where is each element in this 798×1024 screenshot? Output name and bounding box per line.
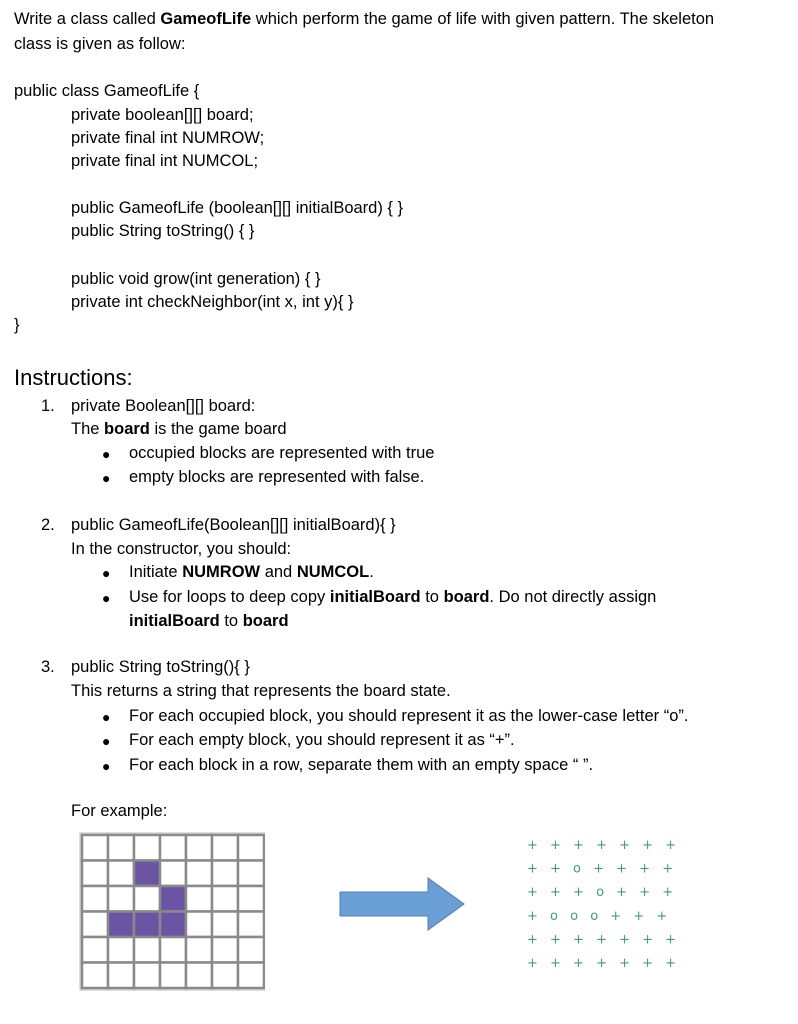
initialboard-bold: initialBoard [329,588,421,606]
occupied-cell [134,861,160,887]
code-field-board: private boolean[][] board; [71,106,254,124]
class-name-bold: GameofLife [160,10,252,28]
intro-line-2: class is given as follow: [14,35,186,53]
code-check-neighbor: private int checkNeighbor(int x, int y){ } [71,293,354,311]
bullet-icon: ● [102,446,111,462]
item-2-desc: In the constructor, you should: [71,540,292,558]
item-1-desc-text: is the game board [149,420,287,438]
empty-cell [212,861,238,887]
occupied-cell [108,912,134,938]
empty-cell [186,937,212,963]
output-row: + + + + + + + [527,838,681,853]
empty-cell [212,912,238,938]
initialboard-bold: initialBoard [129,612,220,630]
empty-cell [82,835,108,861]
occupied-cell [160,886,186,912]
bullet-icon: ● [102,590,111,606]
code-class-open: public class GameofLife { [14,82,200,100]
empty-cell [160,937,186,963]
item-1-bullet-1: occupied blocks are represented with true [129,444,435,462]
item-1-desc [71,420,287,439]
item-1-number: 1. [41,397,55,415]
right-arrow-shape [340,878,464,930]
item-2-bullet-1 [129,563,374,582]
item-2-b1-text: and [260,563,297,581]
item-3-bullet-3: For each block in a row, separate them with an empty space “ ”. [129,756,594,774]
bullet-icon: ● [102,733,111,749]
empty-cell [186,835,212,861]
code-constructor: public GameofLife (boolean[][] initialBoard) { } [71,199,404,217]
empty-cell [212,937,238,963]
code-tostring: public String toString() { } [71,222,255,240]
intro-line-1 [14,10,714,29]
empty-cell [82,963,108,989]
code-field-numcol: private final int NUMCOL; [71,152,259,170]
occupied-cell [160,912,186,938]
empty-cell [238,861,264,887]
empty-cell [160,835,186,861]
item-2-bullet-2-continued [129,612,289,631]
empty-cell [108,963,134,989]
item-1-desc-text: The [71,420,105,438]
empty-cell [108,861,134,887]
item-3-bullet-2: For each empty block, you should represent it as “+”. [129,731,515,749]
empty-cell [212,963,238,989]
bullet-icon: ● [102,565,111,581]
item-2-number: 2. [41,516,55,534]
empty-cell [134,963,160,989]
item-1-title: private Boolean[][] board: [71,397,256,415]
item-2-b1-text: Initiate [129,563,183,581]
empty-cell [238,937,264,963]
output-row: + + o + + + + [527,861,678,877]
bullet-icon: ● [102,470,111,486]
intro-text: which perform the game of life with given pattern. The skeleton [251,10,715,28]
item-2-bullet-2 [129,588,656,607]
occupied-cell [134,912,160,938]
instructions-heading: Instructions: [14,365,133,390]
item-3-title: public String toString(){ } [71,658,250,676]
empty-cell [134,937,160,963]
bullet-icon: ● [102,709,111,725]
output-row: + + + + + + + [527,932,681,948]
board-bold: board [242,612,289,630]
empty-cell [134,886,160,912]
item-1-desc-bold: board [104,420,150,438]
numcol-bold: NUMCOL [296,563,370,581]
empty-cell [160,963,186,989]
board-bold: board [443,588,490,606]
item-3-desc: This returns a string that represents the board state. [71,682,451,700]
empty-cell [108,835,134,861]
empty-cell [212,835,238,861]
empty-cell [238,886,264,912]
empty-cell [186,912,212,938]
code-grow: public void grow(int generation) { } [71,270,321,288]
item-1-bullet-2: empty blocks are represented with false. [129,468,425,486]
example-label: For example: [71,802,168,820]
empty-cell [108,886,134,912]
output-row: + + + + + + + [527,956,681,971]
item-2-b2-text: to [420,588,444,606]
empty-cell [238,835,264,861]
empty-cell [82,912,108,938]
empty-cell [238,963,264,989]
intro-text: Write a class called [14,10,161,28]
empty-cell [134,835,160,861]
empty-cell [82,937,108,963]
empty-cell [160,861,186,887]
code-class-close: } [14,316,20,334]
item-3-number: 3. [41,658,55,676]
item-2-b2-text: to [219,612,243,630]
item-2-title: public GameofLife(Boolean[][] initialBoard){ } [71,516,396,534]
empty-cell [82,861,108,887]
item-2-b2-text: Use for loops to deep copy [129,588,330,606]
output-row: + + + o + + + [527,885,678,901]
empty-cell [186,963,212,989]
code-field-numrow: private final int NUMROW; [71,129,265,147]
example-board-grid [79,832,265,992]
empty-cell [238,912,264,938]
bullet-icon: ● [102,758,111,774]
empty-cell [82,886,108,912]
empty-cell [186,861,212,887]
empty-cell [186,886,212,912]
empty-cell [212,886,238,912]
example-output-text [524,832,694,1012]
item-3-bullet-1: For each occupied block, you should represent it as the lower-case letter “o”. [129,707,689,725]
numrow-bold: NUMROW [182,563,261,581]
right-arrow-icon [338,876,468,932]
empty-cell [108,937,134,963]
item-2-b1-text: . [369,563,374,581]
item-2-b2-text: . Do not directly assign [489,588,657,606]
output-row: + o o o + + + [527,908,672,924]
